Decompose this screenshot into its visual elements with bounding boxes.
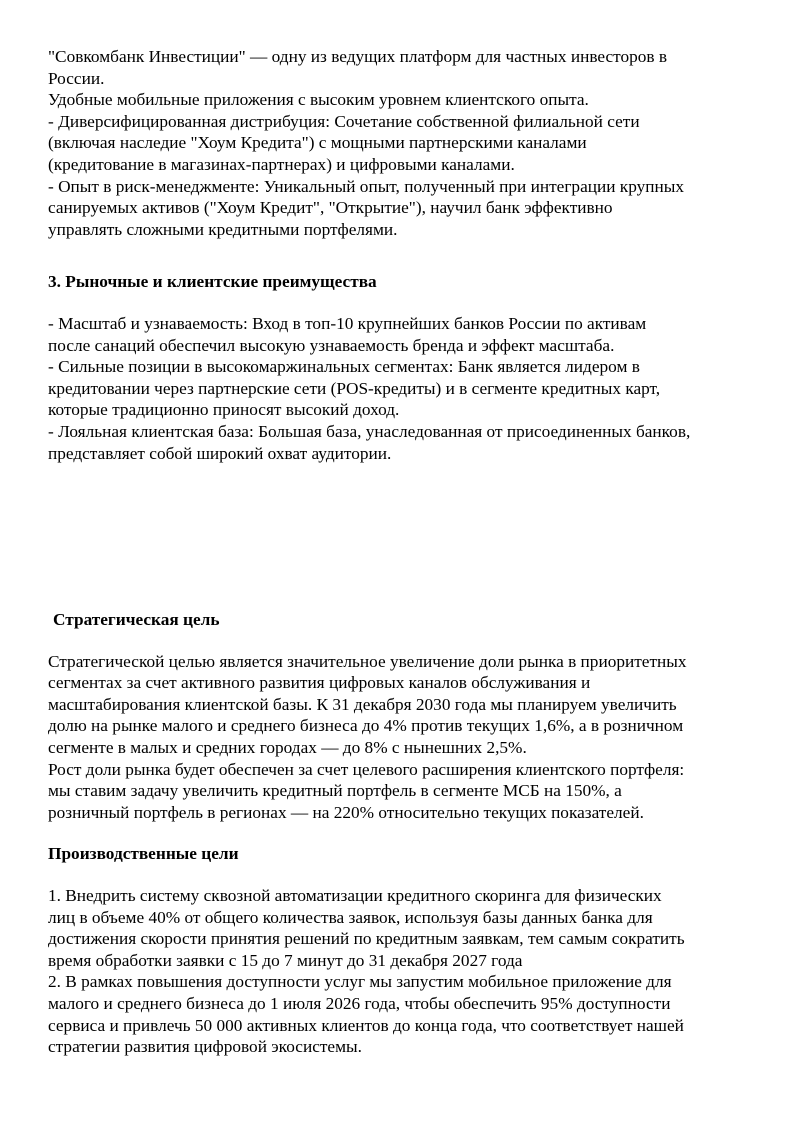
market-advantages-heading: 3. Рыночные и клиентские преимущества [48, 272, 377, 292]
document-page [48, 46, 763, 1058]
text-line: управлять сложными кредитными портфелями. [48, 219, 398, 239]
text-line: лиц в объеме 40% от общего количества заявок, используя базы данных банка для [48, 907, 653, 927]
text-line: - Диверсифицированная дистрибуция: Сочетание собственной филиальной сети [48, 111, 640, 131]
text-line: достижения скорости принятия решений по кредитным заявкам, тем самым сократить [48, 929, 685, 949]
text-line: - Сильные позиции в высокомаржинальных сегментах: Банк является лидером в [48, 357, 640, 377]
text-line: которые традиционно приносят высокий доход. [48, 400, 400, 420]
text-line: 1. Внедрить систему сквозной автоматизации кредитного скоринга для физических [48, 886, 662, 906]
text-line: - Лояльная клиентская база: Большая база, унаследованная от присоединенных банков, [48, 421, 691, 441]
text-line: сегментах за счет активного развития цифровых каналов обслуживания и [48, 673, 591, 693]
text-line: малого и среднего бизнеса до 1 июля 2026 года, чтобы обеспечить 95% доступности [48, 994, 671, 1013]
text-line: "Совкомбанк Инвестиции" — одну из ведущих платформ для частных инвесторов в [48, 47, 668, 66]
text-line: санируемых активов ("Хоум Кредит", "Открытие"), научил банк эффективно [48, 198, 613, 218]
text-line: представляет собой широкий охват аудитории. [48, 443, 392, 463]
text-line: (включая наследие "Хоум Кредита") с мощными партнерскими каналами [48, 133, 587, 153]
market-advantages-paragraph [48, 313, 763, 464]
text-line: мы ставим задачу увеличить кредитный портфель в сегменте МСБ на 150%, а [48, 781, 622, 801]
text-line: (кредитование в магазинах-партнерах) и цифровыми каналами. [48, 154, 515, 174]
text-line: розничный портфель в регионах — на 220% относительно текущих показателей. [48, 802, 644, 822]
text-line: - Масштаб и узнаваемость: Вход в топ-10 крупнейших банков России по активам [48, 313, 647, 333]
text-line: масштабирования клиентской базы. К 31 декабря 2030 года мы планируем увеличить [48, 694, 677, 714]
text-line: после санаций обеспечил высокую узнаваемость бренда и эффект масштаба. [48, 335, 615, 355]
text-line: Удобные мобильные приложения с высоким уровнем клиентского опыта. [48, 90, 589, 110]
text-line: долю на рынке малого и среднего бизнеса до 4% против текущих 1,6%, а в розничном [48, 716, 684, 736]
strategic-goal-paragraph [48, 651, 763, 824]
intro-paragraph [48, 46, 763, 240]
text-line: Рост доли рынка будет обеспечен за счет целевого расширения клиентского портфеля: [48, 759, 685, 779]
text-line: сервиса и привлечь 50 000 активных клиентов до конца года, что соответствует нашей [48, 1015, 684, 1035]
text-line: время обработки заявки с 15 до 7 минут до 31 декабря 2027 года [48, 950, 523, 970]
text-line: России. [48, 68, 105, 88]
production-goals-paragraph [48, 885, 763, 1058]
production-goals-heading: Производственные цели [48, 844, 239, 864]
text-line: Стратегической целью является значительное увеличение доли рынка в приоритетных [48, 651, 687, 671]
text-line: сегменте в малых и средних городах — до 8% с нынешних 2,5%. [48, 738, 527, 758]
text-line: - Опыт в риск-менеджменте: Уникальный опыт, полученный при интеграции крупных [48, 176, 684, 196]
text-line: 2. В рамках повышения доступности услуг мы запустим мобильное приложение для [48, 972, 672, 992]
text-line: кредитовании через партнерские сети (POS-кредиты) и в сегменте кредитных карт, [48, 378, 661, 398]
text-line: стратегии развития цифровой экосистемы. [48, 1037, 362, 1057]
strategic-goal-heading: Стратегическая цель [53, 610, 220, 630]
